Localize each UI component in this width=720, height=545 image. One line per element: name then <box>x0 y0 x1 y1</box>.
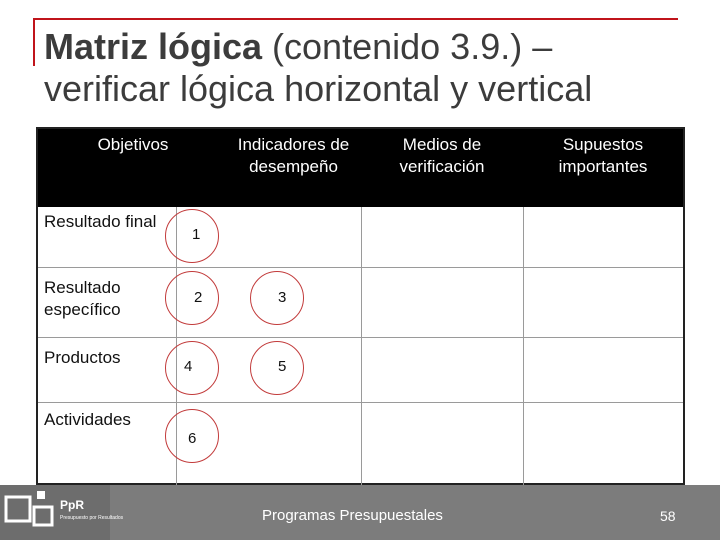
title-accent-rule <box>33 18 678 20</box>
logo-subtitle: Presupuesto por Resultados <box>60 515 124 521</box>
footer-caption: Programas Presupuestales <box>262 507 443 524</box>
row-label-resultado-final: Resultado final <box>44 212 157 231</box>
row-divider <box>38 402 683 403</box>
header-indicadores: Indicadores de desempeño <box>237 135 350 176</box>
header-supuestos: Supuestos importantes <box>558 135 648 176</box>
header-medios: Medios de verificación <box>399 135 485 176</box>
logic-matrix-table <box>36 127 685 485</box>
slide-footer <box>0 485 720 540</box>
row-label-productos: Productos <box>44 348 121 367</box>
ppr-logo <box>0 485 124 540</box>
title-line-2: verificar lógica horizontal y vertical <box>44 68 593 109</box>
marker-number-3: 3 <box>278 289 287 306</box>
column-divider <box>361 207 362 487</box>
ppr-logo-icon <box>0 485 124 540</box>
marker-number-1: 1 <box>192 226 201 243</box>
row-divider <box>38 337 683 338</box>
title-bold: Matriz lógica <box>44 26 263 67</box>
slide-title <box>44 26 714 110</box>
logo-title: PpR <box>60 498 84 512</box>
marker-number-2: 2 <box>194 289 203 306</box>
marker-number-4: 4 <box>184 358 193 375</box>
table-header <box>38 129 683 207</box>
marker-number-6: 6 <box>188 430 197 447</box>
title-accent-side <box>33 18 35 66</box>
row-label-actividades: Actividades <box>44 410 131 429</box>
marker-number-5: 5 <box>278 358 287 375</box>
row-label-resultado-especifico: Resultado específico <box>44 278 121 319</box>
page-number: 58 <box>660 508 676 524</box>
marker-circle-2 <box>165 271 219 325</box>
row-divider <box>38 267 683 268</box>
column-divider <box>523 207 524 487</box>
title-rest: (contenido 3.9.) – <box>262 26 553 67</box>
marker-circle-5 <box>250 341 304 395</box>
marker-circle-3 <box>250 271 304 325</box>
header-objetivos: Objetivos <box>97 135 169 154</box>
